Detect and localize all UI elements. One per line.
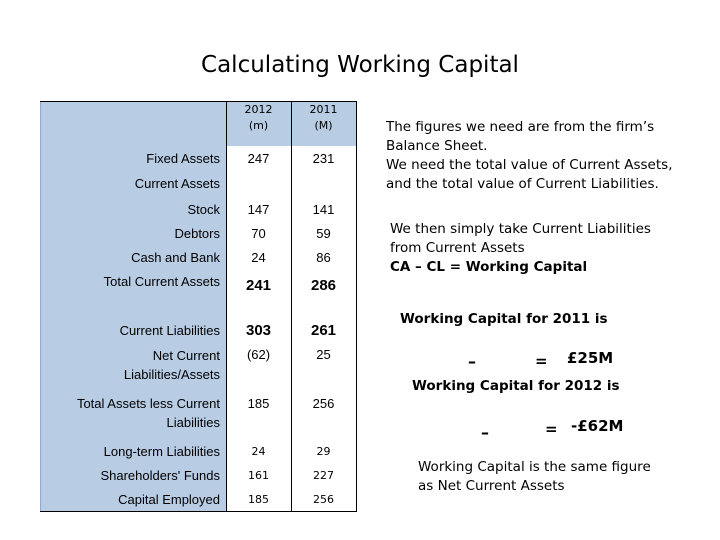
formula-line: CA – CL = Working Capital bbox=[390, 259, 588, 275]
row-value-2012: 24 bbox=[251, 444, 266, 458]
col-header-2012-year: 2012 bbox=[244, 103, 273, 116]
row-label bbox=[40, 391, 226, 439]
col-header-2011-year: 2011 bbox=[309, 103, 338, 116]
row-label-text: Shareholders' Funds bbox=[100, 467, 220, 483]
row-label bbox=[40, 439, 226, 463]
row-label bbox=[40, 487, 226, 511]
row-label bbox=[40, 170, 226, 197]
row-value-2011: 256 bbox=[312, 396, 335, 411]
row-label-text: Total Current Assets bbox=[103, 274, 220, 289]
row-label-text: Net Current bbox=[152, 348, 220, 363]
row-value-2012: 70 bbox=[251, 225, 266, 241]
note-line: The figures we need are from the firm’s bbox=[386, 119, 655, 135]
grid-line-horizontal bbox=[40, 511, 357, 512]
note-line: and the total value of Current Liabilities. bbox=[386, 176, 659, 192]
grid-line-vertical bbox=[40, 101, 41, 511]
row-label bbox=[40, 317, 226, 343]
wc-2012-value: -£62M bbox=[571, 417, 624, 435]
note-line: from Current Assets bbox=[390, 240, 525, 256]
row-label-text: Total Assets less Current bbox=[76, 396, 220, 411]
row-value-2012: 185 bbox=[248, 492, 269, 506]
equals-sign: = bbox=[535, 352, 548, 370]
label-column-fill bbox=[40, 101, 226, 146]
note-line: Balance Sheet. bbox=[386, 138, 488, 154]
row-value-2012: 241 bbox=[245, 277, 272, 294]
note-line: We need the total value of Current Assets, bbox=[386, 157, 673, 173]
row-label bbox=[40, 221, 226, 245]
grid-line-vertical bbox=[291, 101, 292, 511]
note-line: as Net Current Assets bbox=[418, 478, 565, 494]
grid-line-vertical bbox=[356, 101, 357, 511]
row-label-text: Current Assets bbox=[134, 176, 220, 191]
row-value-2012: 303 bbox=[245, 321, 272, 339]
row-label-text: Liabilities/Assets bbox=[123, 367, 220, 382]
row-label-text: Fixed Assets bbox=[146, 150, 220, 166]
col-header-2012 bbox=[226, 102, 291, 134]
row-label bbox=[40, 245, 226, 269]
note-line: We then simply take Current Liabilities bbox=[390, 221, 651, 237]
col-header-2011 bbox=[291, 102, 356, 134]
row-value-2011: 59 bbox=[316, 225, 331, 241]
col-header-2011-unit: (M) bbox=[314, 119, 333, 132]
row-value-2011: 86 bbox=[316, 249, 331, 265]
row-label-text: Debtors bbox=[174, 225, 220, 241]
row-label-text: Long-term Liabilities bbox=[103, 443, 220, 459]
equals-sign: = bbox=[545, 420, 558, 438]
note-line: Working Capital is the same figure bbox=[418, 459, 651, 475]
wc-2011-label: Working Capital for 2011 is bbox=[400, 311, 608, 327]
grid-line-horizontal bbox=[40, 101, 357, 102]
grid-line-vertical bbox=[226, 101, 227, 511]
row-value-2012: 24 bbox=[251, 249, 266, 265]
row-value-2012: 147 bbox=[247, 201, 270, 217]
page-title: Calculating Working Capital bbox=[201, 52, 519, 78]
wc-2012-label: Working Capital for 2012 is bbox=[412, 378, 620, 394]
row-label bbox=[40, 146, 226, 170]
minus-sign: – bbox=[481, 423, 489, 442]
row-label-text: Capital Employed bbox=[118, 491, 220, 507]
minus-sign: – bbox=[468, 352, 476, 371]
note-conclusion bbox=[418, 458, 651, 496]
row-value-2011: 25 bbox=[316, 347, 331, 362]
row-value-2012: (62) bbox=[246, 347, 271, 362]
row-label bbox=[40, 463, 226, 487]
row-label-text: Cash and Bank bbox=[131, 249, 220, 265]
note-balance-sheet bbox=[386, 118, 672, 194]
row-label-text: Liabilities bbox=[166, 415, 220, 430]
row-label-text: Stock bbox=[187, 201, 220, 217]
wc-2011-value: £25M bbox=[567, 349, 614, 367]
row-value-2011: 141 bbox=[312, 201, 335, 217]
row-value-2011: 227 bbox=[313, 468, 334, 482]
note-method bbox=[390, 220, 651, 277]
col-header-2012-unit: (m) bbox=[248, 119, 269, 132]
row-value-2012: 247 bbox=[247, 150, 270, 166]
row-value-2011: 256 bbox=[313, 492, 334, 506]
row-value-2011: 261 bbox=[310, 321, 337, 339]
row-label bbox=[40, 269, 226, 317]
row-label bbox=[40, 197, 226, 221]
row-value-2012: 161 bbox=[248, 468, 269, 482]
row-label-text: Current Liabilities bbox=[119, 322, 220, 338]
row-value-2011: 286 bbox=[310, 277, 337, 294]
row-value-2011: 29 bbox=[316, 444, 331, 458]
row-value-2012: 185 bbox=[247, 396, 270, 411]
row-label bbox=[40, 343, 226, 391]
row-value-2011: 231 bbox=[312, 150, 335, 166]
